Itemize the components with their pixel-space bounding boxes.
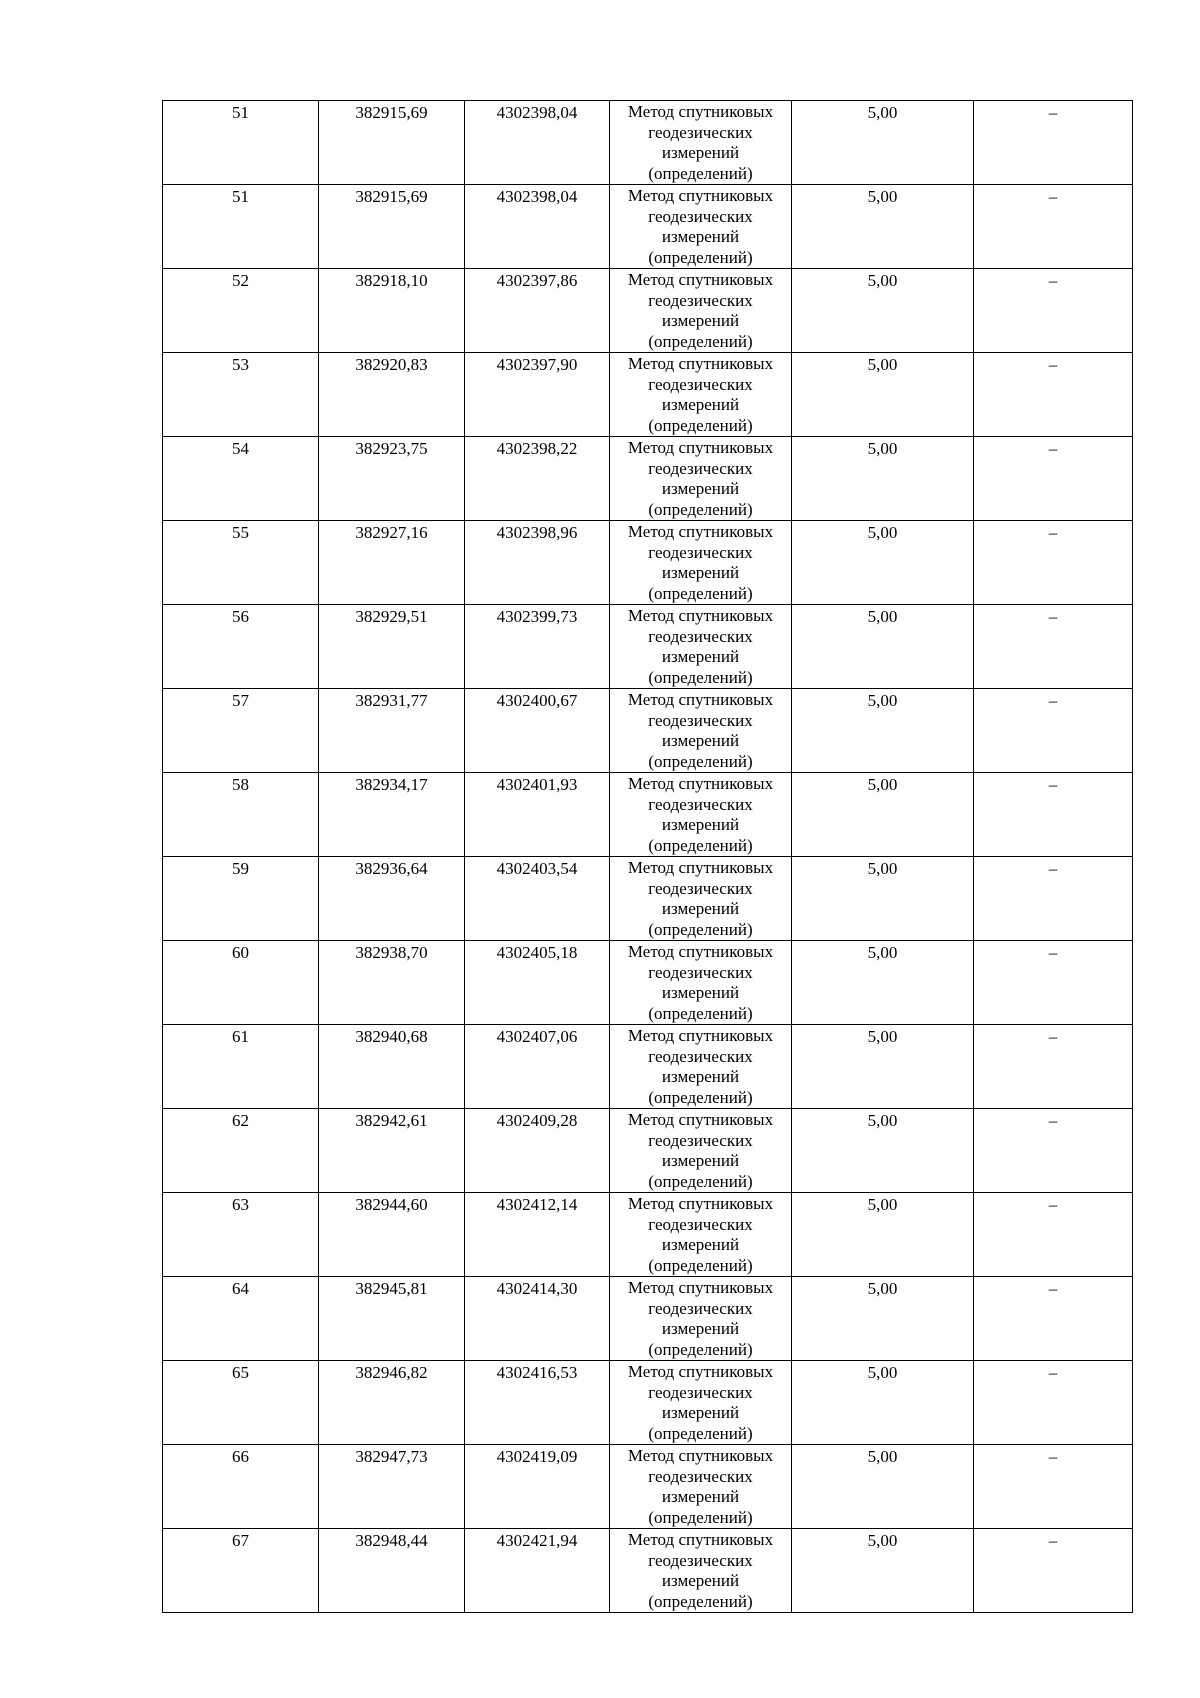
point-number-cell: 61: [163, 1025, 319, 1109]
note-cell: –: [974, 773, 1133, 857]
method-cell: Метод спутниковых геодезических измерений (определений): [610, 1025, 792, 1109]
note-cell: –: [974, 1361, 1133, 1445]
y-coordinate-cell: 4302421,94: [465, 1529, 610, 1613]
method-cell: Метод спутниковых геодезических измерений (определений): [610, 1529, 792, 1613]
method-cell: Метод спутниковых геодезических измерений (определений): [610, 1109, 792, 1193]
point-number-cell: 56: [163, 605, 319, 689]
y-coordinate-cell: 4302398,04: [465, 185, 610, 269]
y-coordinate-cell: 4302398,96: [465, 521, 610, 605]
point-number-cell: 55: [163, 521, 319, 605]
coordinates-table-body: [163, 101, 1133, 1613]
method-cell: Метод спутниковых геодезических измерений (определений): [610, 941, 792, 1025]
x-coordinate-cell: 382942,61: [319, 1109, 465, 1193]
accuracy-cell: 5,00: [792, 1529, 974, 1613]
table-row: [163, 857, 1133, 941]
table-row: [163, 941, 1133, 1025]
table-row: [163, 773, 1133, 857]
note-cell: –: [974, 941, 1133, 1025]
point-number-cell: 57: [163, 689, 319, 773]
accuracy-cell: 5,00: [792, 773, 974, 857]
method-cell: Метод спутниковых геодезических измерений (определений): [610, 269, 792, 353]
accuracy-cell: 5,00: [792, 1277, 974, 1361]
table-row: [163, 1529, 1133, 1613]
point-number-cell: 62: [163, 1109, 319, 1193]
method-cell: Метод спутниковых геодезических измерений (определений): [610, 185, 792, 269]
accuracy-cell: 5,00: [792, 269, 974, 353]
y-coordinate-cell: 4302400,67: [465, 689, 610, 773]
x-coordinate-cell: 382920,83: [319, 353, 465, 437]
note-cell: –: [974, 437, 1133, 521]
note-cell: –: [974, 605, 1133, 689]
y-coordinate-cell: 4302416,53: [465, 1361, 610, 1445]
accuracy-cell: 5,00: [792, 857, 974, 941]
table-row: [163, 689, 1133, 773]
method-cell: Метод спутниковых геодезических измерений (определений): [610, 1361, 792, 1445]
accuracy-cell: 5,00: [792, 521, 974, 605]
note-cell: –: [974, 1445, 1133, 1529]
x-coordinate-cell: 382927,16: [319, 521, 465, 605]
x-coordinate-cell: 382929,51: [319, 605, 465, 689]
y-coordinate-cell: 4302414,30: [465, 1277, 610, 1361]
table-row: [163, 1445, 1133, 1529]
note-cell: –: [974, 1025, 1133, 1109]
accuracy-cell: 5,00: [792, 605, 974, 689]
note-cell: –: [974, 1529, 1133, 1613]
accuracy-cell: 5,00: [792, 941, 974, 1025]
x-coordinate-cell: 382940,68: [319, 1025, 465, 1109]
point-number-cell: 65: [163, 1361, 319, 1445]
table-row: [163, 1193, 1133, 1277]
y-coordinate-cell: 4302397,90: [465, 353, 610, 437]
x-coordinate-cell: 382944,60: [319, 1193, 465, 1277]
accuracy-cell: 5,00: [792, 437, 974, 521]
point-number-cell: 64: [163, 1277, 319, 1361]
x-coordinate-cell: 382948,44: [319, 1529, 465, 1613]
table-row: [163, 101, 1133, 185]
table-row: [163, 1025, 1133, 1109]
point-number-cell: 60: [163, 941, 319, 1025]
table-row: [163, 437, 1133, 521]
x-coordinate-cell: 382945,81: [319, 1277, 465, 1361]
y-coordinate-cell: 4302405,18: [465, 941, 610, 1025]
method-cell: Метод спутниковых геодезических измерений (определений): [610, 437, 792, 521]
note-cell: –: [974, 101, 1133, 185]
x-coordinate-cell: 382931,77: [319, 689, 465, 773]
note-cell: –: [974, 185, 1133, 269]
note-cell: –: [974, 521, 1133, 605]
accuracy-cell: 5,00: [792, 185, 974, 269]
accuracy-cell: 5,00: [792, 1025, 974, 1109]
y-coordinate-cell: 4302403,54: [465, 857, 610, 941]
x-coordinate-cell: 382946,82: [319, 1361, 465, 1445]
point-number-cell: 58: [163, 773, 319, 857]
note-cell: –: [974, 353, 1133, 437]
method-cell: Метод спутниковых геодезических измерений (определений): [610, 605, 792, 689]
x-coordinate-cell: 382918,10: [319, 269, 465, 353]
table-row: [163, 521, 1133, 605]
method-cell: Метод спутниковых геодезических измерений (определений): [610, 353, 792, 437]
table-row: [163, 269, 1133, 353]
y-coordinate-cell: 4302398,04: [465, 101, 610, 185]
point-number-cell: 52: [163, 269, 319, 353]
accuracy-cell: 5,00: [792, 1361, 974, 1445]
table-row: [163, 353, 1133, 437]
note-cell: –: [974, 269, 1133, 353]
point-number-cell: 63: [163, 1193, 319, 1277]
accuracy-cell: 5,00: [792, 1445, 974, 1529]
point-number-cell: 67: [163, 1529, 319, 1613]
table-row: [163, 1361, 1133, 1445]
x-coordinate-cell: 382915,69: [319, 185, 465, 269]
accuracy-cell: 5,00: [792, 101, 974, 185]
y-coordinate-cell: 4302398,22: [465, 437, 610, 521]
table-row: [163, 1109, 1133, 1193]
note-cell: –: [974, 1193, 1133, 1277]
y-coordinate-cell: 4302399,73: [465, 605, 610, 689]
x-coordinate-cell: 382923,75: [319, 437, 465, 521]
method-cell: Метод спутниковых геодезических измерений (определений): [610, 521, 792, 605]
point-number-cell: 53: [163, 353, 319, 437]
point-number-cell: 66: [163, 1445, 319, 1529]
x-coordinate-cell: 382934,17: [319, 773, 465, 857]
coordinates-table: [162, 100, 1133, 1613]
y-coordinate-cell: 4302419,09: [465, 1445, 610, 1529]
method-cell: Метод спутниковых геодезических измерений (определений): [610, 1193, 792, 1277]
y-coordinate-cell: 4302409,28: [465, 1109, 610, 1193]
y-coordinate-cell: 4302397,86: [465, 269, 610, 353]
point-number-cell: 54: [163, 437, 319, 521]
x-coordinate-cell: 382947,73: [319, 1445, 465, 1529]
y-coordinate-cell: 4302401,93: [465, 773, 610, 857]
method-cell: Метод спутниковых геодезических измерений (определений): [610, 101, 792, 185]
method-cell: Метод спутниковых геодезических измерений (определений): [610, 1277, 792, 1361]
x-coordinate-cell: 382936,64: [319, 857, 465, 941]
table-row: [163, 185, 1133, 269]
method-cell: Метод спутниковых геодезических измерений (определений): [610, 1445, 792, 1529]
x-coordinate-cell: 382915,69: [319, 101, 465, 185]
point-number-cell: 59: [163, 857, 319, 941]
method-cell: Метод спутниковых геодезических измерений (определений): [610, 689, 792, 773]
accuracy-cell: 5,00: [792, 353, 974, 437]
y-coordinate-cell: 4302407,06: [465, 1025, 610, 1109]
point-number-cell: 51: [163, 101, 319, 185]
note-cell: –: [974, 857, 1133, 941]
y-coordinate-cell: 4302412,14: [465, 1193, 610, 1277]
note-cell: –: [974, 1277, 1133, 1361]
note-cell: –: [974, 689, 1133, 773]
note-cell: –: [974, 1109, 1133, 1193]
point-number-cell: 51: [163, 185, 319, 269]
x-coordinate-cell: 382938,70: [319, 941, 465, 1025]
table-row: [163, 605, 1133, 689]
method-cell: Метод спутниковых геодезических измерений (определений): [610, 857, 792, 941]
accuracy-cell: 5,00: [792, 1109, 974, 1193]
accuracy-cell: 5,00: [792, 1193, 974, 1277]
table-row: [163, 1277, 1133, 1361]
accuracy-cell: 5,00: [792, 689, 974, 773]
method-cell: Метод спутниковых геодезических измерений (определений): [610, 773, 792, 857]
